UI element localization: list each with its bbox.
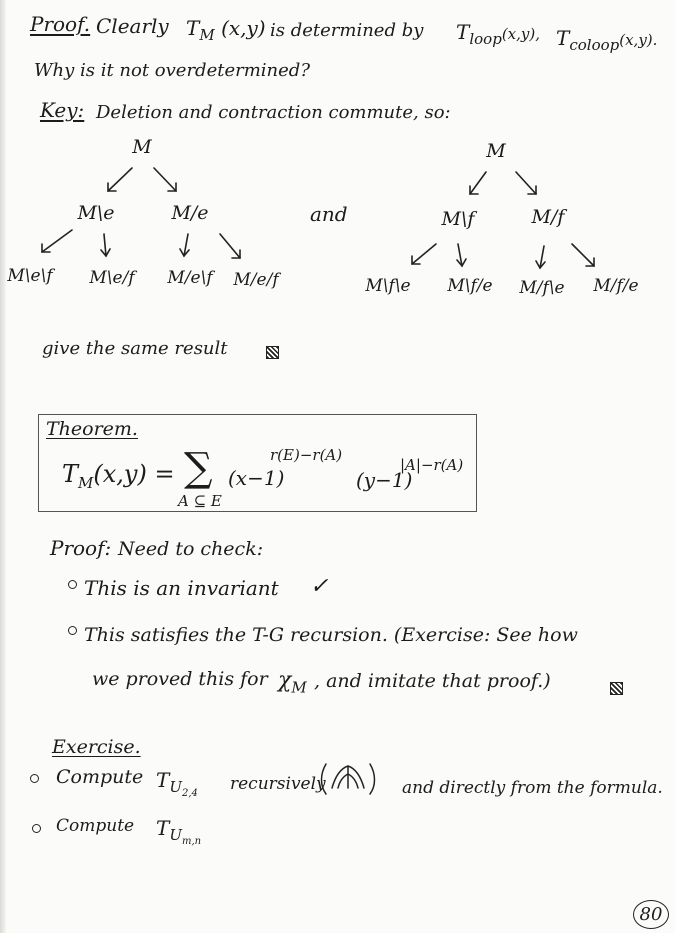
tree-left-leaf-2: M\e/f [89,268,135,288]
tree-left-leaf-1: M\e\f [7,266,53,286]
proof2-item2-line1: This satisfies the T-G recursion. (Exercise: See how [84,624,578,646]
factor-x: (x−1) [228,466,285,490]
exercise-item2-compute: Compute [56,816,135,836]
proof-label: Proof. [30,12,91,36]
chi-symbol: $\chi_M$ [278,668,307,697]
tm-symbol: $T_M$ (x,y) [186,16,266,44]
tree-left-delete: M\e [77,202,115,224]
and-word: and [310,202,348,226]
arrow [470,172,486,194]
same-result-text: give the same result [42,338,228,359]
exercise-item1-directly: and directly from the formula. [402,778,663,798]
line1-determined: is determined by [270,20,424,41]
theorem-lhs: $T_M(x,y)$ = [62,460,175,492]
arrow [42,230,72,252]
tree-right-delete: M\f [441,208,475,230]
proof2-text: Need to check: [118,538,264,560]
exercise-item2-tumn: $T_{U_{m,n}}$ [156,816,202,847]
arrow [154,168,176,191]
arrow [572,244,594,266]
tloop-symbol: $T_{loop}(x,y)$, [456,20,540,48]
arrow [516,172,536,194]
arrow [457,244,466,266]
graph-doodle-icon [320,760,376,798]
proof2-item1: This is an invariant [84,576,279,600]
bullet [32,824,41,833]
exercise-item1-tu24: $T_{U_{2,4}}$ [156,768,198,799]
exponent-x: r(E)−r(A) [270,446,343,464]
tcoloop-symbol: $T_{coloop}(x,y)$. [556,26,658,54]
key-text: Deletion and contraction commute, so: [96,102,451,123]
arrow [180,234,189,256]
proof2-item2-line2a: we proved this for [92,668,268,690]
proof2-item2-line2b: , and imitate that proof.) [314,670,551,692]
arrow [101,234,110,256]
tree-left-leaf-4: M/e/f [233,270,279,290]
exercise-item1-compute: Compute [56,766,144,788]
tree-right-contract: M/f [531,206,565,228]
check-icon: ✓ [310,574,329,599]
tree-right-leaf-2: M\f/e [447,276,493,296]
tree-right-root: M [486,140,506,162]
tree-right-leaf-1: M\f\e [365,276,411,296]
arrow [412,244,436,264]
qed-icon [266,346,279,359]
arrow [536,246,545,268]
bullet [68,580,77,589]
qed-icon [610,682,623,695]
tree-left-leaf-3: M/e\f [167,268,213,288]
exponent-y: |A|−r(A) [400,456,464,474]
sum-index: A ⊆ E [178,492,222,510]
sum-symbol: ∑ [184,445,213,491]
line1-clearly: Clearly [96,14,169,38]
tree-right-leaf-3: M/f\e [519,278,565,298]
page-number: 80 [633,900,669,929]
line2-overdetermined: Why is it not overdetermined? [34,60,310,81]
factor-y: (y−1) [356,468,413,492]
exercise-label: Exercise. [52,736,141,758]
bullet [30,774,39,783]
key-label: Key: [40,98,85,122]
tree-left-contract: M/e [171,202,209,224]
arrow [220,234,240,258]
tree-left-root: M [132,136,152,158]
tree-right-leaf-4: M/f/e [593,276,639,296]
proof2-label: Proof: [50,536,112,560]
exercise-item1-recursively: recursively [230,774,326,794]
arrow [108,168,132,191]
theorem-label: Theorem. [46,418,138,440]
bullet [68,626,77,635]
